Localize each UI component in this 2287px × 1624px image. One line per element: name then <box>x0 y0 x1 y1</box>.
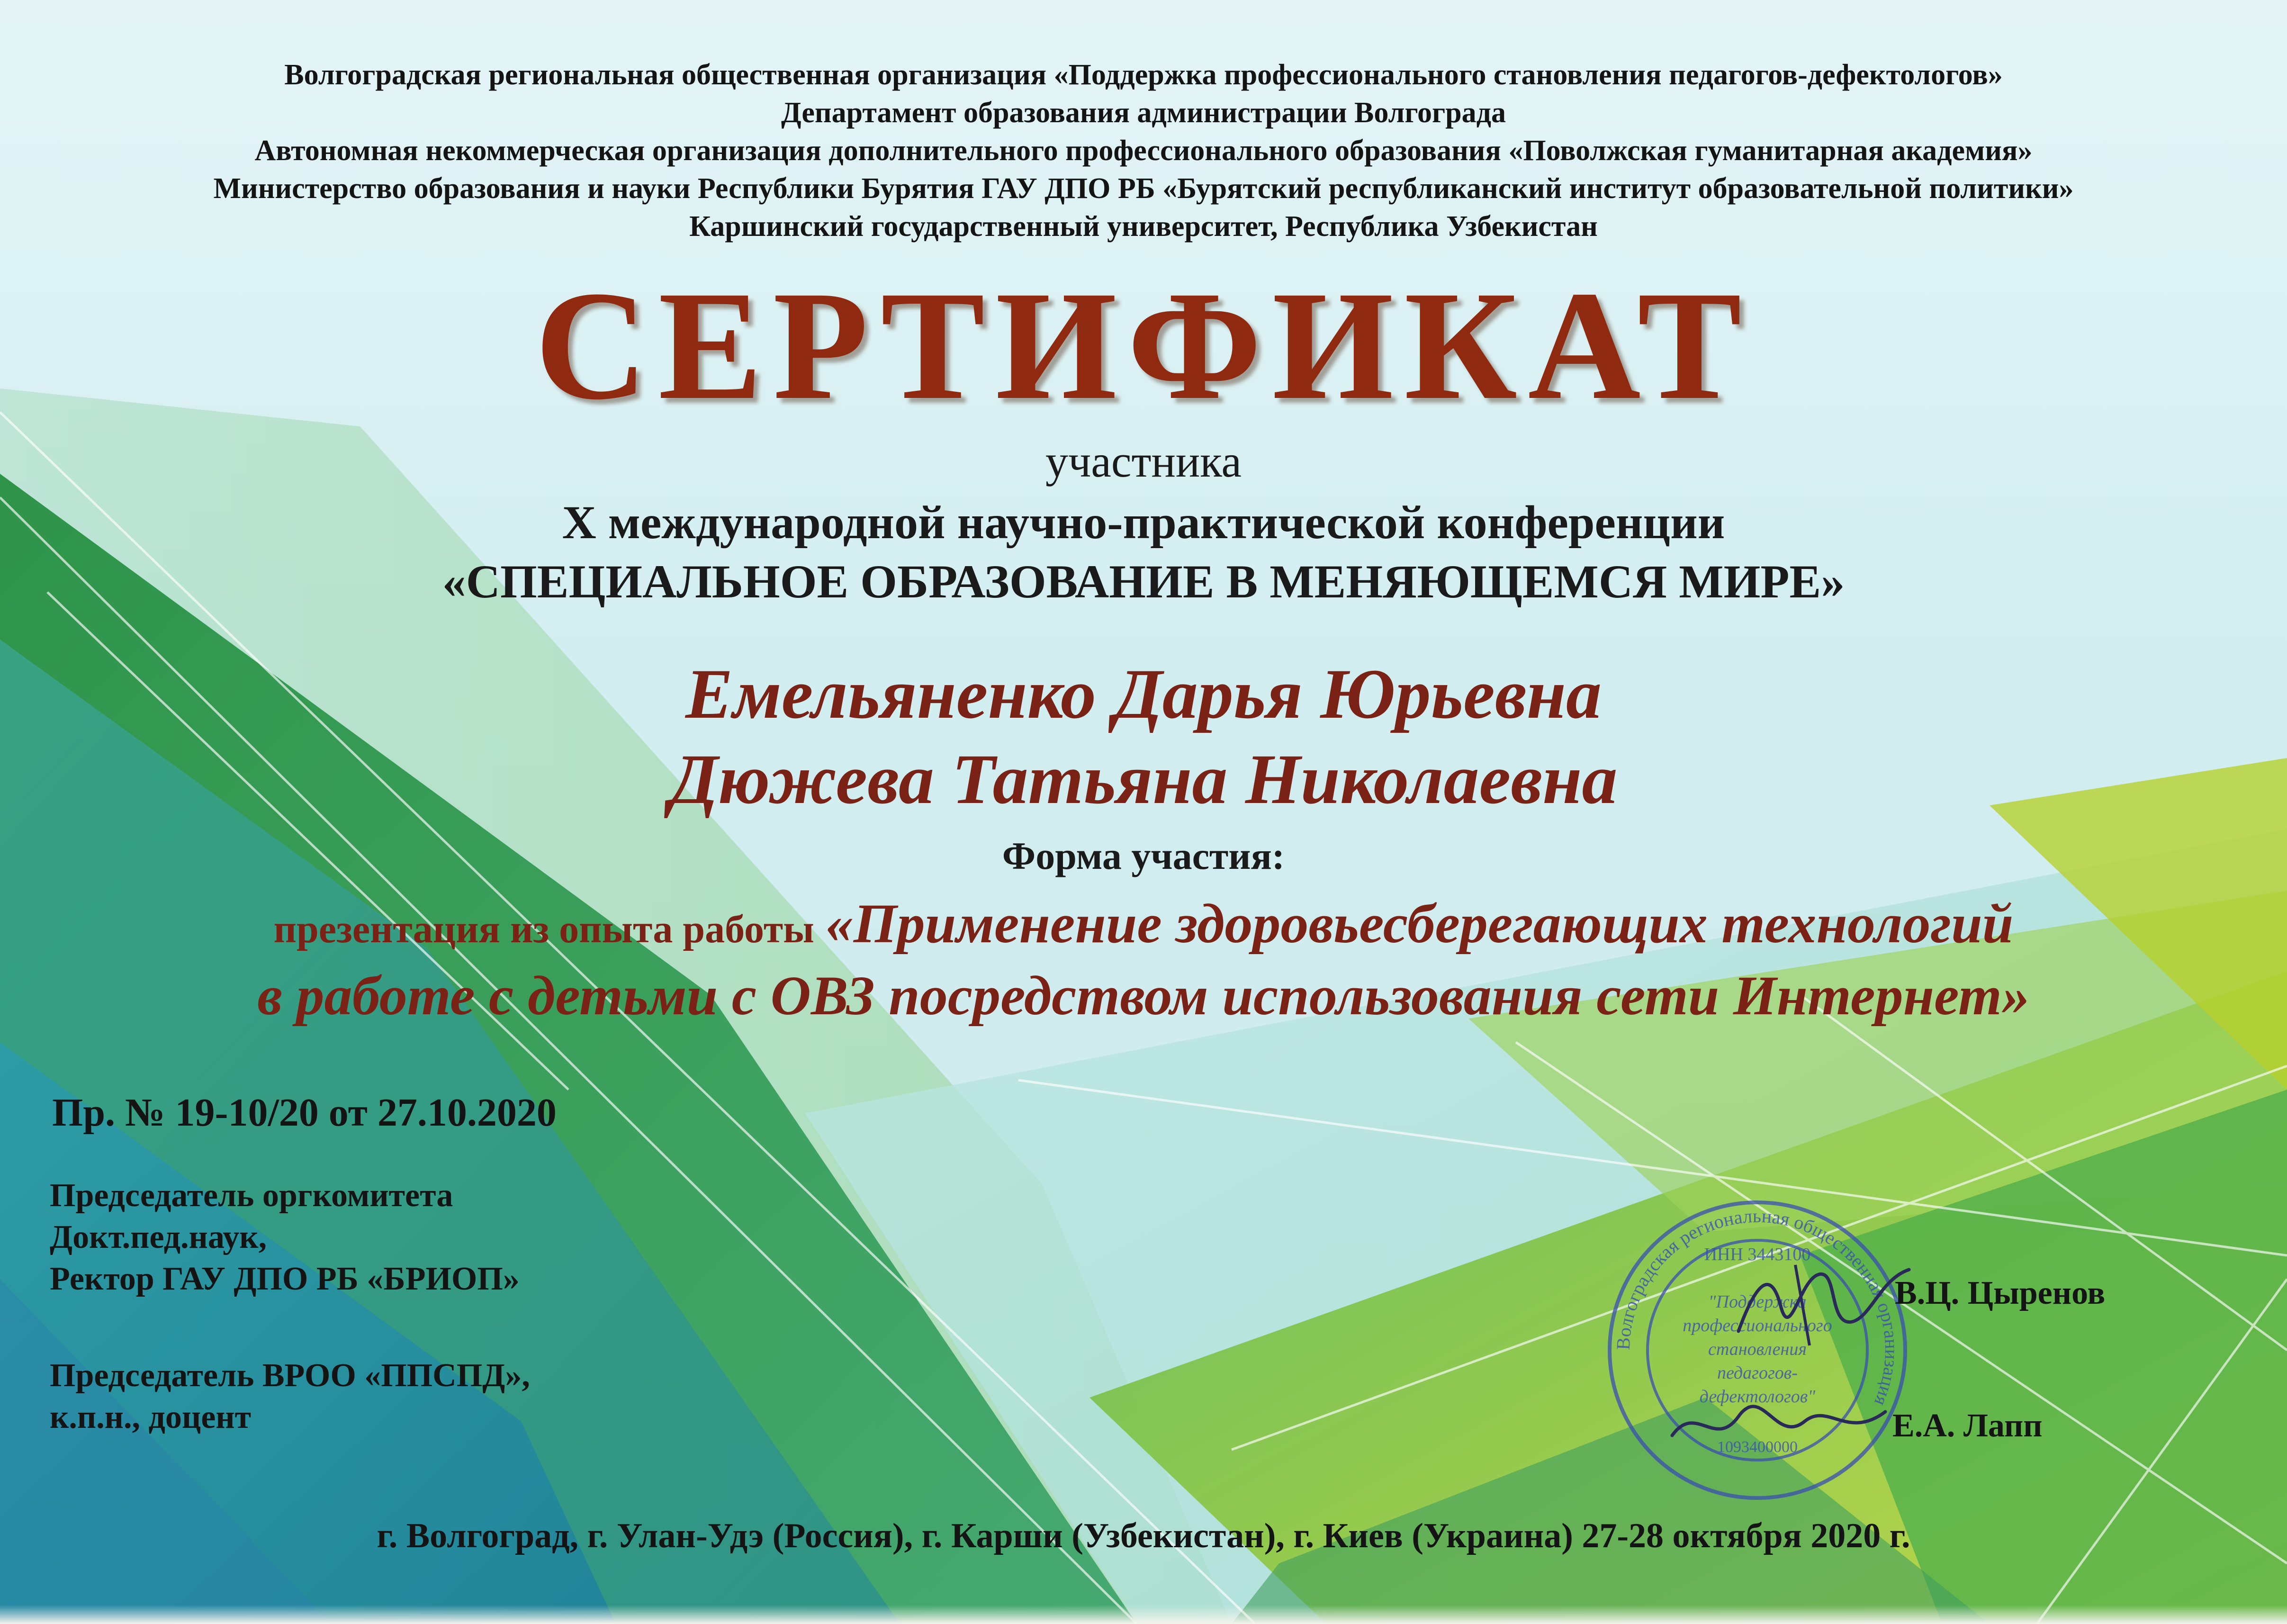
work-title-line-2: в работе с детьми с ОВЗ посредством использования сети Интернет» <box>257 965 2030 1027</box>
signatory-name-1: В.Ц. Цыренов <box>1895 1275 2106 1311</box>
stamp-outer-text: Волгоградская региональная общественная организация <box>1612 1205 1903 1409</box>
participant-name: Дюжева Татьяна Николаевна <box>669 740 1618 819</box>
work-title-line-1: «Применение здоровьесберегающих технологий <box>825 893 2014 955</box>
organizers-list <box>0 56 2287 245</box>
conference-title <box>0 493 2287 611</box>
stamp-inner-line: становления <box>1708 1339 1807 1359</box>
signature-tsyrenov <box>1729 1251 1918 1355</box>
stamp-inn: ИНН 3443100 <box>1704 1245 1811 1264</box>
order-number: Пр. № 19-10/20 от 27.10.2020 <box>52 1091 557 1135</box>
position-line: Председатель оргкомитета <box>50 1177 453 1214</box>
stamp-inner-line: педагогов- <box>1717 1363 1798 1383</box>
position-line: Председатель ВРОО «ППСПД», <box>50 1357 530 1394</box>
stamp-inner-line: дефектологов" <box>1699 1387 1816 1407</box>
organizer-line: Автономная некоммерческая организация дополнительного профессионального образования «Поволжская гуманитарная академия» <box>254 135 2033 167</box>
signatory-position-2 <box>50 1355 530 1438</box>
participation-form-label: Форма участия: <box>1002 834 1285 877</box>
position-line: Докт.пед.наук, <box>50 1219 267 1255</box>
organizer-line: Департамент образования администрации Волгограда <box>781 97 1506 129</box>
position-line: к.п.н., доцент <box>50 1399 252 1435</box>
signature-lapp <box>1667 1383 1895 1459</box>
position-line: Ректор ГАУ ДПО РБ «БРИОП» <box>50 1261 520 1297</box>
participant-names <box>0 651 2287 822</box>
organizer-line: Каршинский государственный университет, Республика Узбекистан <box>689 210 1598 243</box>
certificate-title: СЕРТИФИКАТ <box>535 259 1752 432</box>
stamp-inner-line: "Поддержка <box>1708 1292 1807 1312</box>
signatory-position-1 <box>50 1175 520 1300</box>
stamp-ogrn: 1093400000 <box>1717 1438 1798 1456</box>
participation-description <box>0 891 2287 1029</box>
stamp-inner-line: профессионального <box>1683 1316 1832 1335</box>
certificate-subtitle: участника <box>1045 436 1242 487</box>
participant-name: Емельяненко Дарья Юрьевна <box>685 655 1602 733</box>
participation-prefix: презентация из опыта работы <box>273 907 814 951</box>
footer-location-date: г. Волгоград, г. Улан-Удэ (Россия), г. Карши (Узбекистан), г. Киев (Украина) 27-28 октября 2020 г. <box>377 1516 1910 1555</box>
scan-edge <box>0 1605 2287 1624</box>
conference-line-2: «СПЕЦИАЛЬНОЕ ОБРАЗОВАНИЕ В МЕНЯЮЩЕМСЯ МИРЕ» <box>442 555 1845 608</box>
signatory-name-2: Е.А. Лапп <box>1892 1407 2043 1444</box>
organizer-line: Министерство образования и науки Республики Бурятия ГАУ ДПО РБ «Бурятский республиканский институт образовательной политики» <box>213 172 2074 205</box>
organizer-line: Волгоградская региональная общественная организация «Поддержка профессионального становления педагогов-дефектологов» <box>284 59 2003 91</box>
conference-line-1: X международной научно-практической конференции <box>562 496 1725 549</box>
